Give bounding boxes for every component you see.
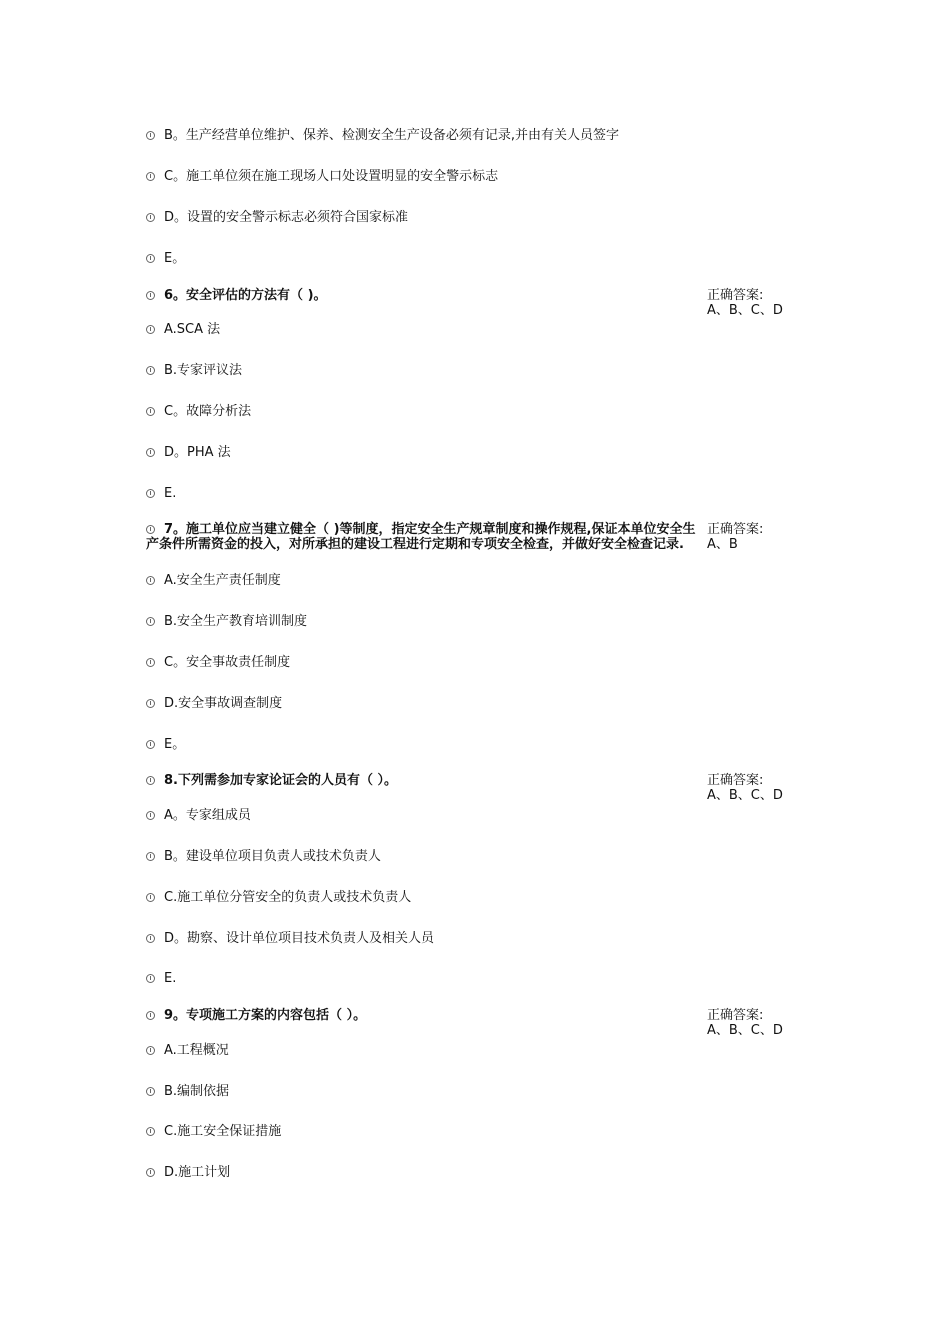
radio-icon[interactable]: [146, 1087, 155, 1096]
radio-icon[interactable]: [146, 1168, 155, 1177]
option-label: B.专家评议法: [164, 363, 243, 378]
option-row[interactable]: [146, 615, 307, 629]
radio-icon[interactable]: [146, 893, 155, 902]
correct-answer-label: 正确答案:: [707, 773, 764, 788]
question-8: [146, 774, 706, 788]
correct-answer: [707, 1008, 783, 1038]
option-label: A.工程概况: [164, 1043, 229, 1058]
option-label: C。施工单位须在施工现场人口处设置明显的安全警示标志: [164, 169, 499, 184]
option-row[interactable]: [146, 1044, 229, 1058]
option-row[interactable]: [146, 323, 220, 337]
radio-icon[interactable]: [146, 1127, 155, 1136]
option-label: D。设置的安全警示标志必须符合国家标准: [164, 210, 409, 225]
option-label: A.SCA 法: [164, 322, 221, 337]
question-7: [146, 522, 706, 552]
correct-answer-value: A、B: [707, 537, 738, 552]
radio-icon[interactable]: [146, 617, 155, 626]
radio-icon[interactable]: [146, 172, 155, 181]
radio-icon[interactable]: [146, 658, 155, 667]
radio-icon[interactable]: [146, 974, 155, 983]
option-row[interactable]: [146, 252, 185, 266]
option-row[interactable]: [146, 972, 176, 986]
option-row[interactable]: [146, 487, 176, 501]
radio-icon[interactable]: [146, 699, 155, 708]
radio-icon[interactable]: [146, 852, 155, 861]
radio-icon[interactable]: [146, 489, 155, 498]
option-label: C.施工单位分管安全的负责人或技术负责人: [164, 890, 412, 905]
option-label: E。: [164, 737, 186, 752]
option-row[interactable]: [146, 1125, 281, 1139]
option-label: B。生产经营单位维护、保养、检测安全生产设备必须有记录,并由有关人员签字: [164, 128, 620, 143]
radio-icon[interactable]: [146, 1046, 155, 1055]
option-row[interactable]: [146, 364, 242, 378]
correct-answer-value: A、B、C、D: [707, 303, 783, 318]
question-text: 7。施工单位应当建立健全（ )等制度，指定安全生产规章制度和操作规程,保证本单位安全生产条件所需资金的投入，对所承担的建设工程进行定期和专项安全检查，并做好安全检查记录.: [146, 522, 696, 552]
option-label: D。PHA 法: [164, 445, 231, 460]
correct-answer: [707, 288, 783, 318]
correct-answer: [707, 773, 783, 803]
radio-icon[interactable]: [146, 407, 155, 416]
option-row[interactable]: [146, 809, 251, 823]
correct-answer: [707, 522, 763, 552]
option-row[interactable]: [146, 211, 408, 225]
option-label: D.施工计划: [164, 1165, 231, 1180]
correct-answer-label: 正确答案:: [707, 1008, 764, 1023]
option-row[interactable]: [146, 574, 281, 588]
radio-icon[interactable]: [146, 131, 155, 140]
question-9: [146, 1009, 706, 1023]
correct-answer-label: 正确答案:: [707, 522, 764, 537]
option-label: E.: [164, 486, 177, 501]
correct-answer-value: A、B、C、D: [707, 788, 783, 803]
option-row[interactable]: [146, 446, 231, 460]
option-label: A.安全生产责任制度: [164, 573, 281, 588]
option-row[interactable]: [146, 129, 619, 143]
radio-icon[interactable]: [146, 291, 155, 300]
question-text: 6。安全评估的方法有（ )。: [164, 288, 327, 303]
radio-icon[interactable]: [146, 934, 155, 943]
radio-icon[interactable]: [146, 776, 155, 785]
option-row[interactable]: [146, 850, 381, 864]
option-row[interactable]: [146, 891, 411, 905]
radio-icon[interactable]: [146, 1011, 155, 1020]
option-label: C。故障分析法: [164, 404, 252, 419]
question-6: [146, 289, 706, 303]
option-row[interactable]: [146, 170, 498, 184]
option-row[interactable]: [146, 697, 282, 711]
option-label: C.施工安全保证措施: [164, 1124, 282, 1139]
option-label: D.安全事故调查制度: [164, 696, 283, 711]
option-label: E.: [164, 971, 177, 986]
radio-icon[interactable]: [146, 740, 155, 749]
radio-icon[interactable]: [146, 325, 155, 334]
option-label: E。: [164, 251, 186, 266]
option-label: B.安全生产教育培训制度: [164, 614, 308, 629]
option-row[interactable]: [146, 932, 434, 946]
option-row[interactable]: [146, 1085, 229, 1099]
radio-icon[interactable]: [146, 448, 155, 457]
option-label: B.编制依据: [164, 1084, 230, 1099]
correct-answer-label: 正确答案:: [707, 288, 764, 303]
option-row[interactable]: [146, 656, 290, 670]
option-label: D。勘察、设计单位项目技术负责人及相关人员: [164, 931, 435, 946]
radio-icon[interactable]: [146, 254, 155, 263]
option-row[interactable]: [146, 1166, 230, 1180]
option-label: A。专家组成员: [164, 808, 251, 823]
correct-answer-value: A、B、C、D: [707, 1023, 783, 1038]
option-label: B。建设单位项目负责人或技术负责人: [164, 849, 381, 864]
option-row[interactable]: [146, 405, 251, 419]
radio-icon[interactable]: [146, 366, 155, 375]
radio-icon[interactable]: [146, 811, 155, 820]
question-text: 9。专项施工方案的内容包括（ ）。: [164, 1008, 367, 1023]
radio-icon[interactable]: [146, 576, 155, 585]
radio-icon[interactable]: [146, 213, 155, 222]
option-row[interactable]: [146, 738, 185, 752]
question-text: 8.下列需参加专家论证会的人员有（ ）。: [164, 773, 398, 788]
radio-icon[interactable]: [146, 525, 155, 534]
option-label: C。安全事故责任制度: [164, 655, 291, 670]
